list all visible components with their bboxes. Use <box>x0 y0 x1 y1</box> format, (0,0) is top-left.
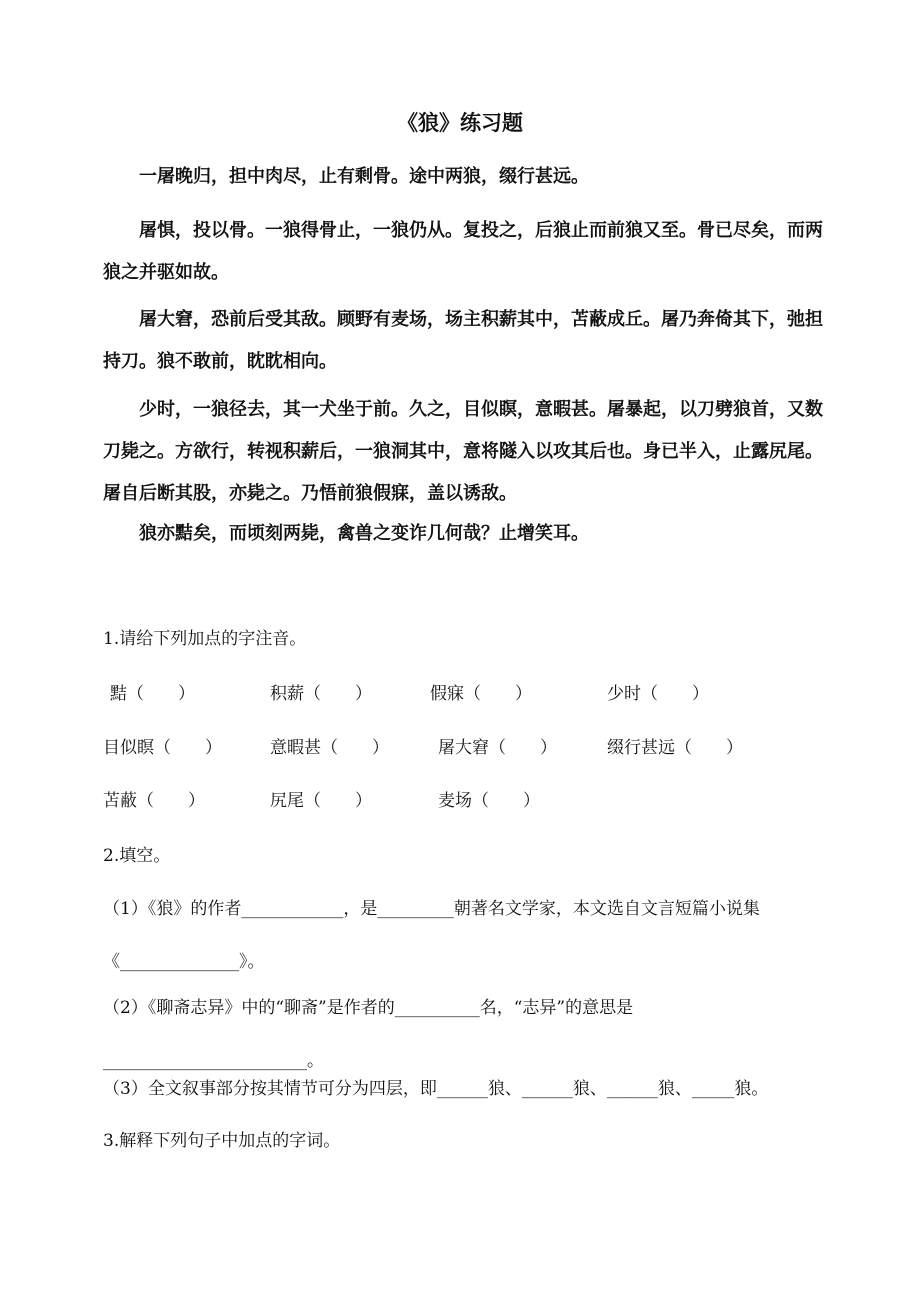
passage-paragraph-2: 屠惧，投以骨。一狼得骨止，一狼仍从。复投之，后狼止而前狼又至。骨已尽矣，而两狼之并驱如故。 <box>103 220 823 283</box>
pinyin-blank-10: 尻尾（ ） <box>270 791 372 811</box>
passage-paragraph-3: 屠大窘，恐前后受其敌。顾野有麦场，场主积薪其中，苫蔽成丘。屠乃奔倚其下，弛担持刀。狼不敢前，眈眈相向。 <box>103 309 823 372</box>
pinyin-blank-1: 黠（ ） <box>110 684 195 704</box>
document-title: 《狼》练习题 <box>397 111 523 135</box>
fill-blank-item-1: （1）《狼》的作者____________，是_________朝著名文学家，本文选自文言短篇小说集《______________》。 <box>103 899 760 972</box>
fill-blank-item-3: （3）全文叙事部分按其情节可分为四层，即______狼、______狼、______狼、_____狼。 <box>103 1079 769 1099</box>
passage-paragraph-1: 一屠晚归，担中肉尽，止有剩骨。途中两狼，缀行甚远。 <box>139 166 589 187</box>
passage-paragraph-5: 狼亦黠矣，而顷刻两毙，禽兽之变诈几何哉？止增笑耳。 <box>139 523 589 544</box>
pinyin-blank-6: 意暇甚（ ） <box>270 738 389 758</box>
pinyin-blank-4: 少时（ ） <box>607 684 709 704</box>
question-3-prompt: 3.解释下列句子中加点的字词。 <box>103 1131 341 1151</box>
question-2-prompt: 2.填空。 <box>103 846 171 866</box>
pinyin-blank-3: 假寐（ ） <box>430 684 532 704</box>
pinyin-blank-7: 屠大窘（ ） <box>438 738 557 758</box>
pinyin-blank-2: 积薪（ ） <box>270 684 372 704</box>
passage-paragraph-4: 少时，一狼径去，其一犬坐于前。久之，目似瞑，意暇甚。屠暴起，以刀劈狼首，又数刀毙之。方欲行，转视积薪后，一狼洞其中，意将隧入以攻其后也。身已半入，止露尻尾。屠自后断其股，亦毙之。乃悟前狼假寐，盖以诱敌。 <box>103 399 823 504</box>
question-1-prompt: 1.请给下列加点的字注音。 <box>103 629 307 649</box>
pinyin-blank-5: 目似瞑（ ） <box>103 738 222 758</box>
pinyin-blank-11: 麦场（ ） <box>438 791 540 811</box>
pinyin-blank-8: 缀行甚远（ ） <box>607 738 743 758</box>
fill-blank-item-2: （2）《聊斋志异》中的“聊斋”是作者的__________名，“志异”的意思是________________________。 <box>103 998 634 1071</box>
pinyin-blank-9: 苫蔽（ ） <box>103 791 205 811</box>
